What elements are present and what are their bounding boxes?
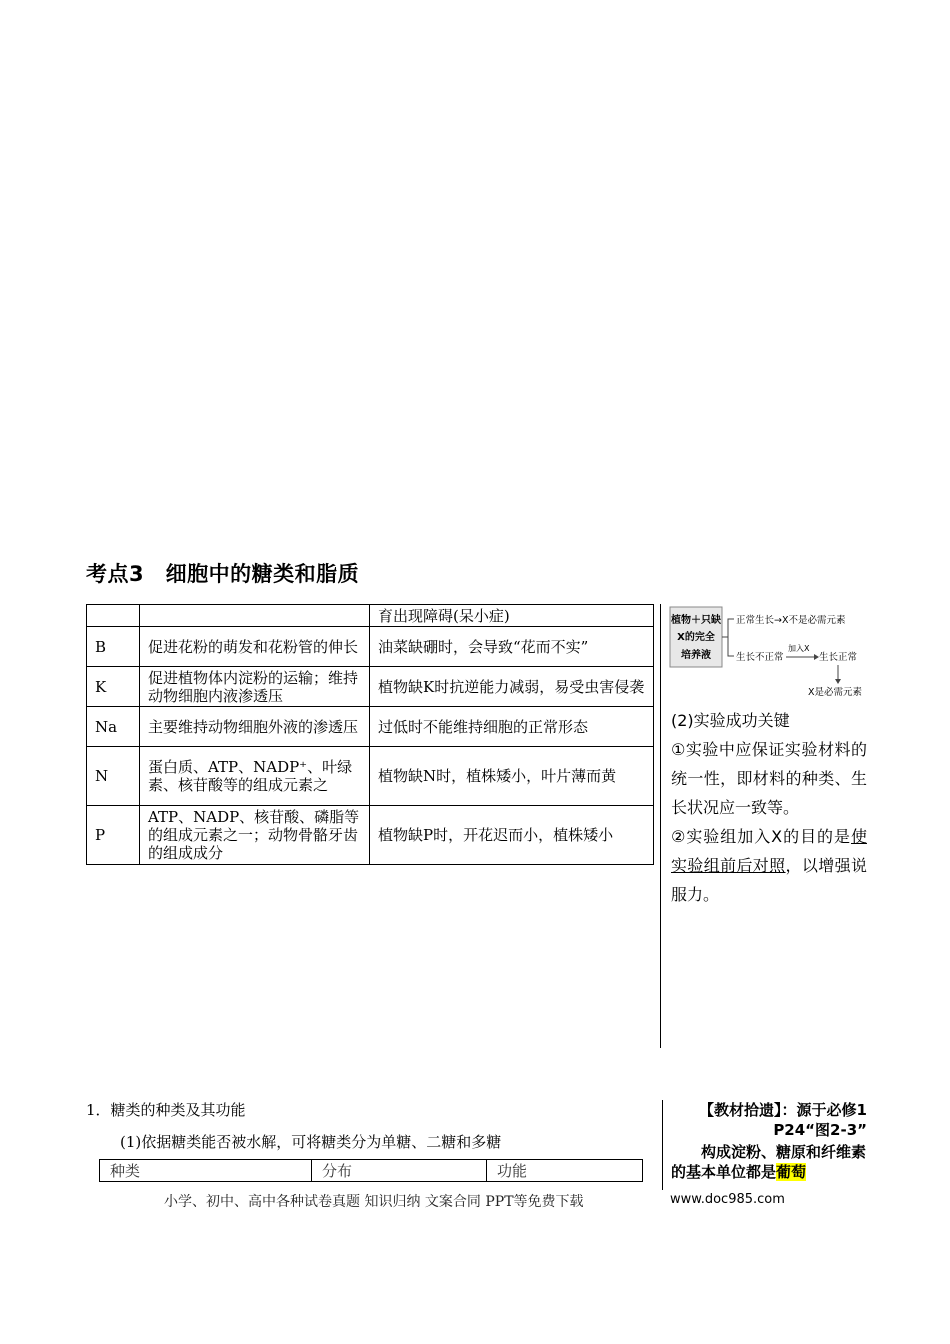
- key-point-2-post: ，以增强说服力。: [671, 856, 867, 904]
- diagram-conclusion: X是必需元素: [808, 687, 863, 698]
- key-point-2-pre: ②实验组加入X的目的是: [671, 827, 851, 846]
- textbook-note: [671, 1100, 867, 1182]
- element-cell: K: [87, 667, 140, 707]
- element-cell: Na: [87, 707, 140, 747]
- header-type: 种类: [100, 1160, 312, 1182]
- experiment-diagram: [668, 603, 868, 699]
- footer-text: 小学、初中、高中各种试卷真题 知识归纳 文案合同 PPT等免费下载: [164, 1194, 584, 1210]
- diagram-result2: 生长正常: [819, 652, 858, 663]
- diagram-box-line2: X的完全: [677, 632, 715, 643]
- table-header-row: [100, 1160, 643, 1182]
- table-row: [87, 605, 654, 627]
- diagram-box-line1: 植物＋只缺: [671, 615, 721, 626]
- note-body: [671, 1142, 867, 1182]
- header-function: 功能: [487, 1160, 643, 1182]
- table-row: [87, 806, 654, 865]
- element-function-table: [86, 604, 654, 865]
- table-row: [87, 627, 654, 667]
- deficiency-cell: 植物缺N时，植株矮小，叶片薄而黄: [370, 747, 654, 806]
- note-highlight: 葡萄: [776, 1163, 807, 1181]
- header-distribution: 分布: [312, 1160, 487, 1182]
- function-cell: 促进花粉的萌发和花粉管的伸长: [140, 627, 370, 667]
- deficiency-cell: 育出现障碍(呆小症): [370, 605, 654, 627]
- sugar-table: [99, 1159, 643, 1182]
- sub-title: (1)依据糖类能否被水解，可将糖类分为单糖、二糖和多糖: [120, 1133, 502, 1151]
- function-cell: [140, 605, 370, 627]
- deficiency-cell: 过低时不能维持细胞的正常形态: [370, 707, 654, 747]
- diagram-down-arrow-head: [835, 679, 841, 684]
- deficiency-cell: 植物缺P时，开花迟而小，植株矮小: [370, 806, 654, 865]
- element-cell: P: [87, 806, 140, 865]
- table-row: [87, 707, 654, 747]
- note-body-text: 构成淀粉、糖原和纤维素的基本单位都是: [671, 1143, 867, 1181]
- deficiency-cell: 植物缺K时抗逆能力减弱，易受虫害侵袭: [370, 667, 654, 707]
- column-divider-bottom: [662, 1100, 663, 1190]
- key-points-heading: (2)实验成功关键: [671, 711, 790, 730]
- key-point-2-underlined: 使实验组前后对照: [671, 827, 867, 875]
- element-cell: B: [87, 627, 140, 667]
- function-cell: 促进植物体内淀粉的运输；维持动物细胞内液渗透压: [140, 667, 370, 707]
- key-point-1: ①实验中应保证实验材料的统一性，即材料的种类、生长状况应一致等。: [671, 740, 867, 817]
- diagram-branch1: 正常生长→X不是必需元素: [736, 615, 846, 626]
- note-head: 【教材拾遗】：源于必修1 P24“图2-3”: [699, 1101, 867, 1139]
- experiment-key-points: [671, 706, 867, 909]
- column-divider: [660, 604, 661, 1048]
- diagram-branch2: 生长不正常: [736, 652, 784, 663]
- table-row: [87, 747, 654, 806]
- diagram-box-line3: 培养液: [681, 650, 711, 661]
- element-cell: N: [87, 747, 140, 806]
- deficiency-cell: 油菜缺硼时，会导致“花而不实”: [370, 627, 654, 667]
- footer-url[interactable]: www.doc985.com: [670, 1192, 785, 1207]
- function-cell: 蛋白质、ATP、NADP⁺、叶绿素、核苷酸等的组成元素之: [140, 747, 370, 806]
- diagram-bracket: [728, 619, 734, 656]
- element-cell: [87, 605, 140, 627]
- list-title: 1．糖类的种类及其功能: [86, 1101, 246, 1119]
- section-title: 考点3 细胞中的糖类和脂质: [86, 562, 360, 586]
- table-row: [87, 667, 654, 707]
- function-cell: 主要维持动物细胞外液的渗透压: [140, 707, 370, 747]
- function-cell: ATP、NADP、核苷酸、磷脂等的组成元素之一；动物骨骼牙齿的组成成分: [140, 806, 370, 865]
- diagram-arrow-label: 加入X: [788, 644, 810, 653]
- key-point-2: [671, 822, 867, 909]
